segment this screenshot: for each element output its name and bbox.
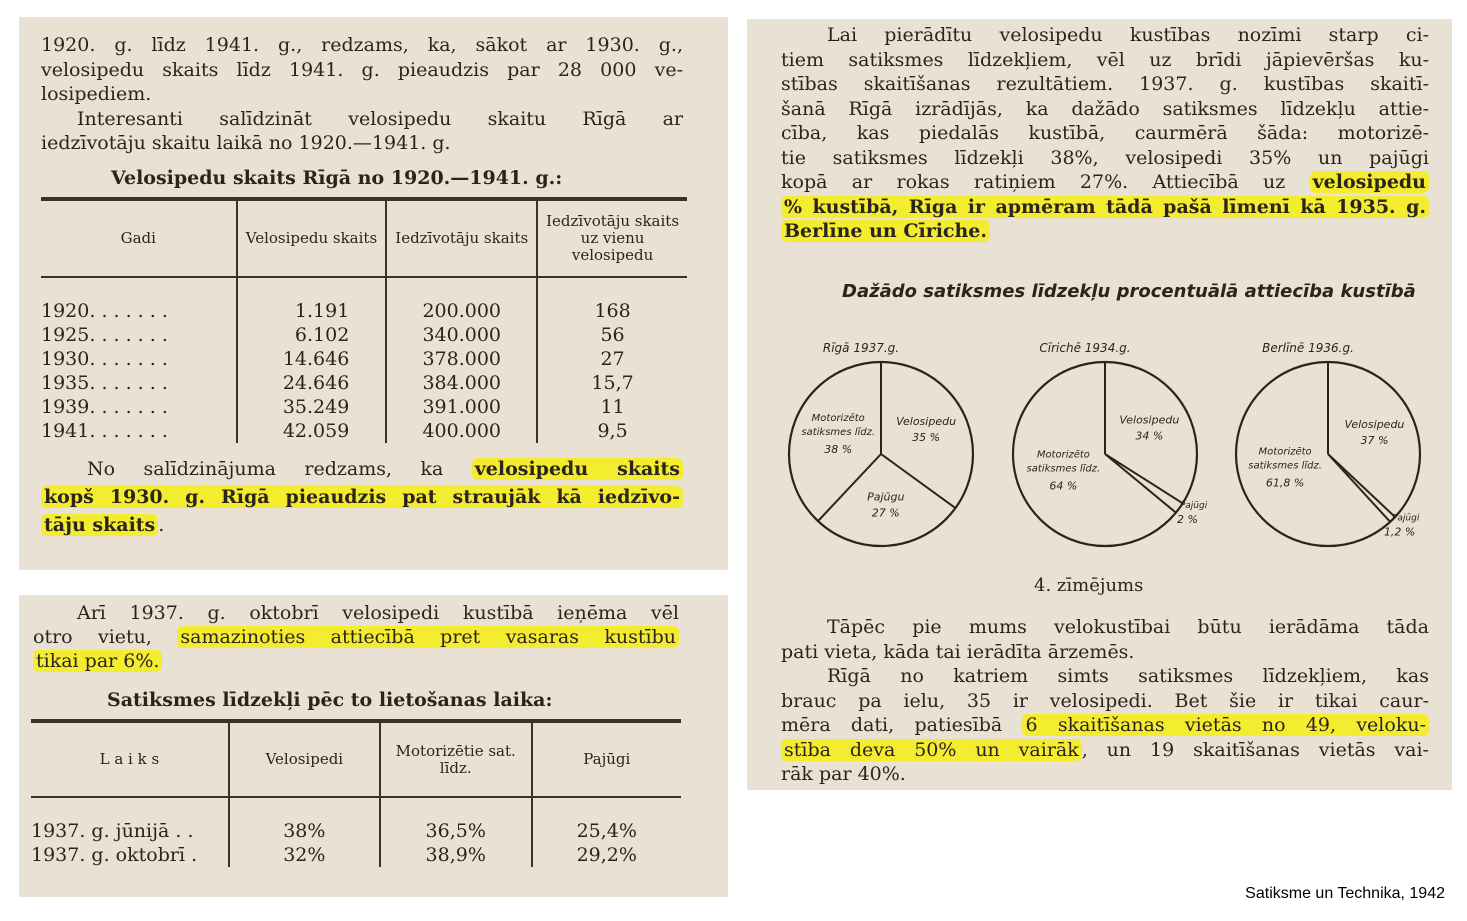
slice-label: Motorizēto bbox=[811, 413, 865, 425]
text-line: brauc pa ielu, 35 ir velosipedi. Bet šie ir tikai caur- bbox=[781, 689, 1429, 712]
bicycle-table bbox=[41, 197, 687, 443]
highlighted-text: velosipedu skaits bbox=[472, 458, 683, 480]
slice-label: 2 % bbox=[1177, 512, 1198, 526]
cell-horse: 29,2% bbox=[532, 843, 681, 867]
header-motor: Motorizētie sat. līdz. bbox=[380, 721, 532, 797]
seasonal-table bbox=[31, 719, 681, 867]
slice-label: 1,2 % bbox=[1383, 525, 1416, 539]
cell-pop: 391.000 bbox=[386, 395, 537, 419]
header-bikes: Velosipedi bbox=[229, 721, 380, 797]
cell-year: 1941. bbox=[41, 420, 96, 442]
text-line: stības skaitīšanas rezultātiem. 1937. g. kustības skaitī- bbox=[781, 73, 1429, 95]
table-row: 1920. . . . . . . 1.191 200.000 168 bbox=[41, 299, 687, 323]
highlighted-text: 6 skaitīšanas vietās no 49, veloku- bbox=[1022, 714, 1429, 736]
table-row: 1930. . . . . . . 14.646 378.000 27 bbox=[41, 347, 687, 371]
cell-motor: 36,5% bbox=[380, 819, 532, 843]
text-line: velosipedu skaits līdz 1941. g. pieaudzis par 28 000 ve- bbox=[41, 58, 683, 81]
text-line: tie satiksmes līdzekļi 38%, velosipedi 35% un pajūgi bbox=[781, 146, 1429, 169]
conclusion-paragraph bbox=[41, 455, 683, 539]
cell-motor: 38,9% bbox=[380, 843, 532, 867]
cell-pop: 200.000 bbox=[386, 299, 537, 323]
table-row: 1937. g. jūnijā . . 38% 36,5% 25,4% bbox=[31, 819, 681, 843]
table-row: 1941. . . . . . . 42.059 400.000 9,5 bbox=[41, 419, 687, 443]
slice-label: Pajūgu bbox=[867, 490, 905, 504]
cell-year: 1935. bbox=[41, 372, 96, 394]
table-title: Velosipedu skaits Rīgā no 1920.—1941. g.: bbox=[111, 167, 563, 189]
slice-label: Velosipedu bbox=[1119, 413, 1180, 427]
slice-label: Pajūgi bbox=[1179, 500, 1208, 511]
closing-paragraph bbox=[781, 615, 1429, 787]
cell-pop: 400.000 bbox=[386, 419, 537, 443]
text-line: cība, kas piedalās kustībā, caurmērā šāda: motorizē- bbox=[781, 122, 1429, 144]
cell-bikes: 38% bbox=[229, 819, 380, 843]
cell-pop: 378.000 bbox=[386, 347, 537, 371]
cell-year: 1925. bbox=[41, 324, 96, 346]
pie-slice-edge bbox=[1328, 454, 1395, 517]
text-line: iedzīvotāju skaitu laikā no 1920.—1941. g. bbox=[41, 132, 451, 154]
cell-bikes: 14.646 bbox=[237, 347, 387, 371]
pie-slice-edge bbox=[1105, 454, 1176, 513]
slice-label: 61,8 % bbox=[1265, 476, 1305, 490]
text-span: otro vietu, bbox=[33, 626, 152, 648]
text-span: , un 19 skaitīšanas vietās vai- bbox=[1081, 738, 1429, 761]
table-row: 1925. . . . . . . 6.102 340.000 56 bbox=[41, 323, 687, 347]
cell-per: 9,5 bbox=[537, 419, 687, 443]
slice-label: 34 % bbox=[1135, 429, 1164, 443]
highlighted-text: velosipedu bbox=[1310, 171, 1429, 193]
cell-per: 11 bbox=[537, 395, 687, 419]
source-footer: Satiksme un Technika, 1942 bbox=[1245, 885, 1445, 902]
highlighted-text: samazinoties attiecībā pret vasaras kustību bbox=[177, 626, 679, 648]
text-line: Tāpēc pie mums velokustībai būtu ierādāma tāda bbox=[827, 616, 1429, 638]
cell-per: 56 bbox=[537, 323, 687, 347]
slice-label: satiksmes līdz. bbox=[801, 427, 876, 439]
pie-slice-edge bbox=[1328, 454, 1390, 522]
text-line: Rīgā no katriem simts satiksmes līdzekļiem, kas bbox=[827, 665, 1429, 687]
text-line: tiem satiksmes līdzekļiem, vēl uz brīdi jāpievēršas ku- bbox=[781, 48, 1429, 71]
header-horse: Pajūgi bbox=[532, 721, 681, 797]
pie-slice-edge bbox=[1105, 454, 1183, 503]
highlighted-text: Berlīne un Cīriche. bbox=[781, 220, 990, 242]
highlighted-text: tikai par 6%. bbox=[33, 650, 162, 672]
table-row: 1939. . . . . . . 35.249 391.000 11 bbox=[41, 395, 687, 419]
text-line: losipediem. bbox=[41, 83, 152, 105]
slice-label: 27 % bbox=[871, 506, 900, 520]
cell-bikes: 42.059 bbox=[237, 419, 387, 443]
traffic-share-clipping bbox=[747, 19, 1452, 790]
slice-label: Motorizēto bbox=[1036, 449, 1090, 461]
cell-time: 1937. g. oktobrī bbox=[31, 844, 186, 866]
text-span: mēra dati, patiesībā bbox=[781, 714, 1003, 736]
text-line: Lai pierādītu velosipedu kustības nozīmi starp ci- bbox=[827, 24, 1429, 46]
highlighted-text: % kustībā, Rīga ir apmēram tādā pašā līmenī kā 1935. g. bbox=[781, 196, 1429, 218]
pie-title: Cīrichē 1934.g. bbox=[1039, 341, 1131, 355]
cell-bikes: 24.646 bbox=[237, 371, 387, 395]
cell-year: 1939. bbox=[41, 396, 96, 418]
highlighted-text: kopš 1930. g. Rīgā pieaudzis pat straujāk kā iedzīvo- bbox=[41, 486, 683, 508]
figure-label: 4. zīmējums bbox=[1034, 575, 1144, 596]
header-time: L a i k s bbox=[99, 750, 160, 768]
bicycle-count-clipping bbox=[19, 17, 728, 570]
text-span: . bbox=[158, 514, 165, 536]
cell-pop: 384.000 bbox=[386, 371, 537, 395]
text-line: šanā Rīgā izrādījās, ka dažādo satiksmes līdzekļu attie- bbox=[781, 97, 1429, 120]
cell-time: 1937. g. jūnijā bbox=[31, 820, 170, 842]
slice-label: Velosipedu bbox=[1344, 417, 1405, 431]
intro-paragraph bbox=[41, 33, 683, 156]
text-span: kopā ar rokas ratiņiem 27%. Attiecībā uz bbox=[781, 171, 1286, 193]
text-line: pati vieta, kāda tai ierādīta ārzemēs. bbox=[781, 640, 1135, 663]
table-row: 1935. . . . . . . 24.646 384.000 15,7 bbox=[41, 371, 687, 395]
header-population: Iedzīvotāju skaits bbox=[386, 199, 537, 277]
seasonal-traffic-clipping bbox=[19, 595, 728, 897]
text-line: 1920. g. līdz 1941. g., redzams, ka, sākot ar 1930. g., bbox=[41, 34, 683, 56]
cell-bikes: 1.191 bbox=[237, 299, 387, 323]
cell-per: 15,7 bbox=[537, 371, 687, 395]
slice-label: Velosipedu bbox=[896, 415, 957, 429]
traffic-paragraph bbox=[781, 23, 1429, 244]
header-per-bike: Iedzīvotāju skaits uz vienu velosipedu bbox=[537, 199, 687, 277]
header-bikes: Velosipedu skaits bbox=[237, 199, 387, 277]
table-title: Satiksmes līdzekļi pēc to lietošanas laika: bbox=[107, 689, 553, 711]
text-line: Arī 1937. g. oktobrī velosipedi kustībā ieņēma vēl bbox=[77, 602, 679, 624]
cell-bikes: 32% bbox=[229, 843, 380, 867]
slice-label: 38 % bbox=[824, 443, 853, 457]
pie-title: Rīgā 1937.g. bbox=[822, 341, 900, 355]
text-line: Interesanti salīdzināt velosipedu skaitu Rīgā ar bbox=[77, 107, 683, 130]
highlighted-text: stība deva 50% un vairāk bbox=[781, 739, 1082, 761]
slice-label: 37 % bbox=[1360, 433, 1389, 447]
slice-label: 64 % bbox=[1049, 479, 1078, 493]
cell-horse: 25,4% bbox=[532, 819, 681, 843]
slice-label: 35 % bbox=[912, 431, 941, 445]
slice-label: Pajūgi bbox=[1391, 513, 1420, 524]
slice-label: satiksmes līdz. bbox=[1026, 463, 1101, 475]
cell-per: 168 bbox=[537, 299, 687, 323]
cell-year: 1930. bbox=[41, 348, 96, 370]
slice-label: satiksmes līdz. bbox=[1248, 460, 1322, 472]
chart-title: Dažādo satiksmes līdzekļu procentuālā attiecība kustībā bbox=[842, 281, 1416, 302]
seasonal-paragraph bbox=[33, 601, 679, 673]
pie-charts bbox=[747, 324, 1452, 574]
text-line: rāk par 40%. bbox=[781, 763, 906, 785]
cell-per: 27 bbox=[537, 347, 687, 371]
text-span: No salīdzinājuma redzams, ka bbox=[87, 458, 444, 480]
cell-pop: 340.000 bbox=[386, 323, 537, 347]
slice-label: Motorizēto bbox=[1258, 446, 1312, 458]
header-years: Gadi bbox=[120, 229, 156, 247]
table-row: 1937. g. oktobrī . 32% 38,9% 29,2% bbox=[31, 843, 681, 867]
cell-year: 1920. bbox=[41, 300, 96, 322]
cell-bikes: 6.102 bbox=[237, 323, 387, 347]
pie-title: Berlīnē 1936.g. bbox=[1262, 341, 1354, 355]
highlighted-text: tāju skaits bbox=[41, 514, 158, 536]
cell-bikes: 35.249 bbox=[237, 395, 387, 419]
